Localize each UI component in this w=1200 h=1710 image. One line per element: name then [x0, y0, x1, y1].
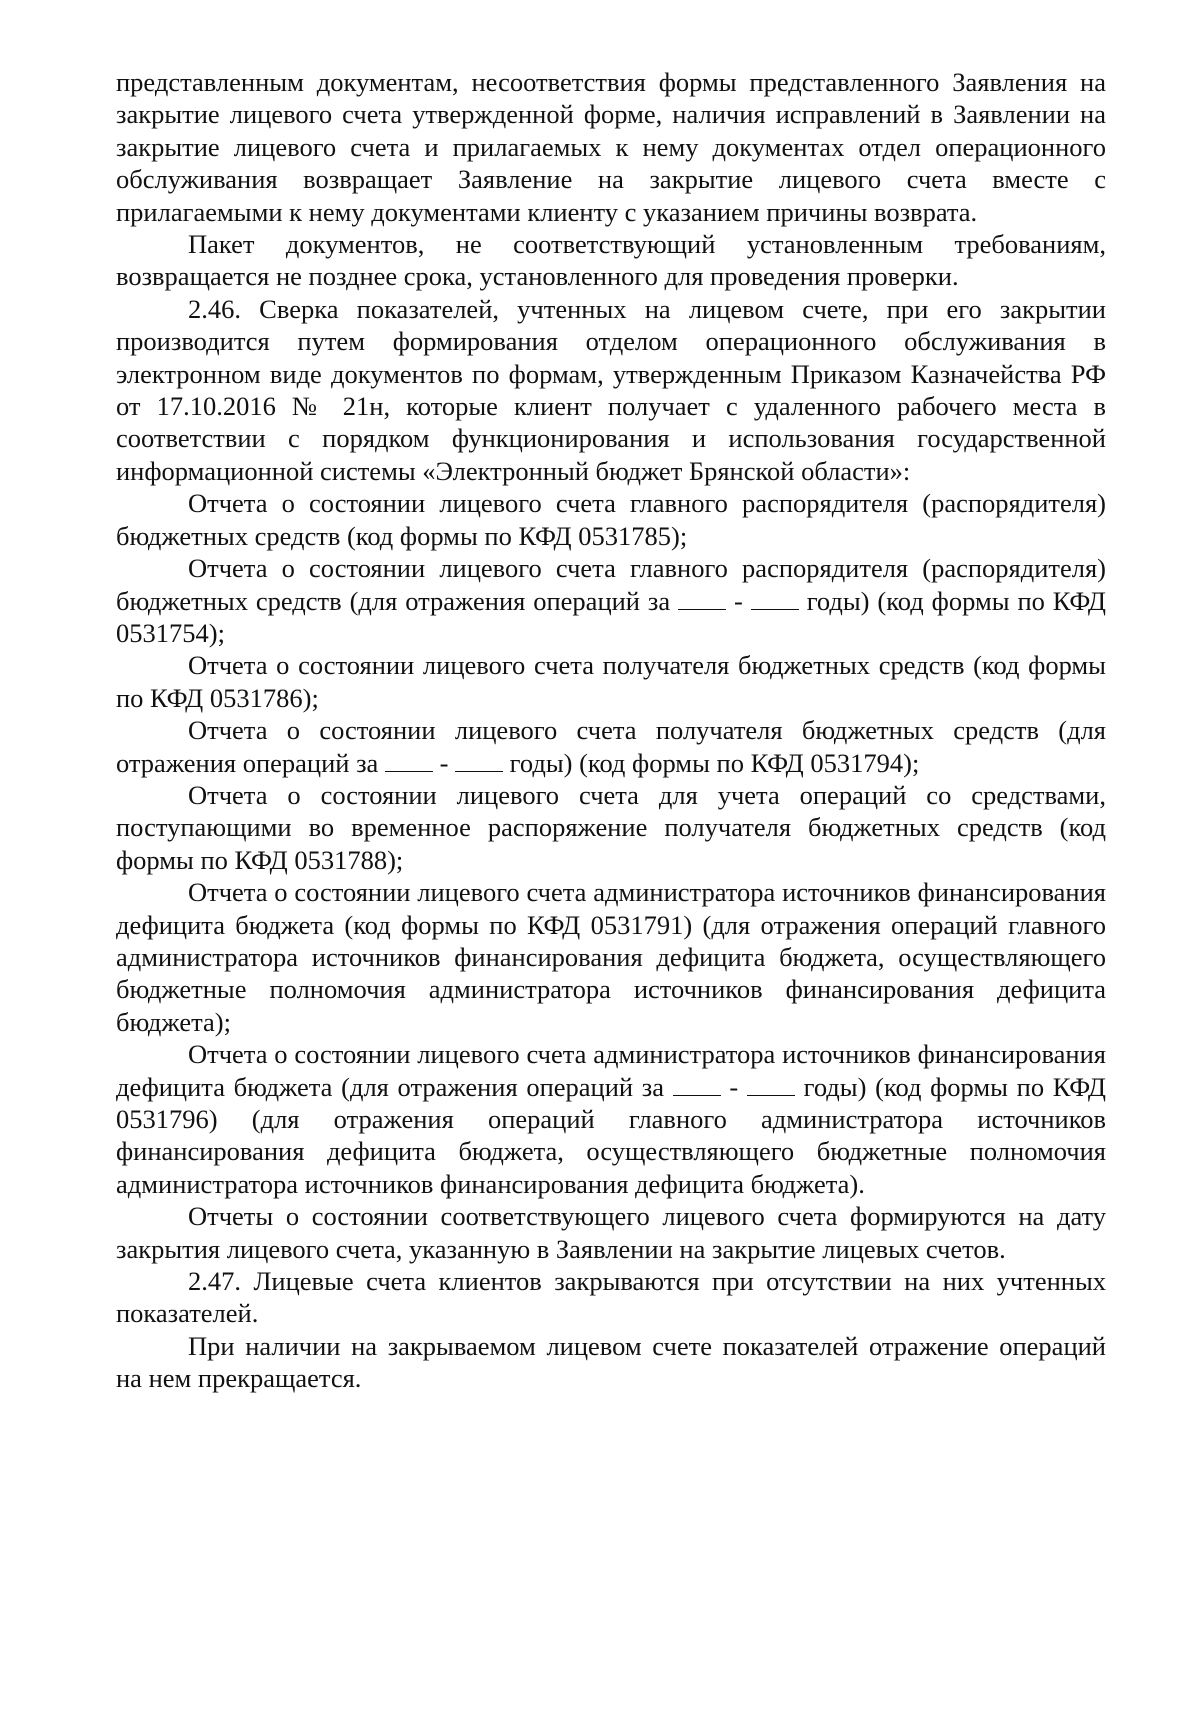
blank-line [673, 1073, 721, 1095]
text-segment: - [432, 747, 456, 778]
text-segment: Отчета о состоянии лицевого счета администратора источников финансирования дефицита бюджета (для отражения операций за [116, 1039, 1106, 1102]
blank-line [678, 587, 726, 609]
text-segment: - [726, 585, 751, 616]
list-item-report-0531794 [116, 714, 1106, 779]
document-page [116, 66, 1106, 1395]
paragraph-2-47: 2.47. Лицевые счета клиентов закрываются при отсутствии на них учтенных показателей. [116, 1266, 1106, 1329]
blank-line [385, 749, 433, 771]
text-segment: Отчета о состоянии лицевого счета главного распорядителя (распорядителя) бюджетных средств (для отражения операций за [116, 553, 1106, 616]
text-segment: годы) (код формы по КФД 0531754); [116, 585, 1106, 648]
text-segment: - [720, 1071, 747, 1102]
paragraph-reports-date: Отчеты о состоянии соответствующего лицевого счета формируются на дату закрытия лицевого счета, указанную в Заявлении на закрытие лицевых счетов. [116, 1201, 1106, 1264]
blank-line [751, 587, 799, 609]
blank-line [455, 749, 503, 771]
paragraph-continuation: представленным документам, несоответствия формы представленного Заявления на закрытие лицевого счета утвержденной форме, наличия исправлений в Заявлении на закрытие лицевого счета и прилагаемых к нему документах отдел операционного обслуживания возвращает Заявление на закрытие лицевого счета вместе с прилагаемыми к нему документами клиенту с указанием причины возврата. [116, 67, 1106, 227]
paragraph-operations-stop: При наличии на закрываемом лицевом счете показателей отражение операций на нем прекращается. [116, 1330, 1106, 1394]
list-item-report-0531786: Отчета о состоянии лицевого счета получателя бюджетных средств (код формы по КФД 0531786); [116, 650, 1106, 713]
paragraph-2-46: 2.46. Сверка показателей, учтенных на лицевом счете, при его закрытии производится путем формирования отделом операционного обслуживания в электронном виде документов по формам, утвержденным Приказом Казначейства РФ от 17.10.2016 № 21н, которые клиент получает с удаленного рабочего места в соответствии с порядком функционирования и использования государственной информационной системы «Электронный бюджет Брянской области»: [116, 293, 1106, 486]
paragraph-return-package: Пакет документов, не соответствующий установленным требованиям, возвращается не позднее срока, установленного для проведения проверки. [116, 229, 1106, 292]
text-segment: годы) (код формы по КФД 0531794); [503, 747, 920, 778]
list-item-report-0531796 [116, 1038, 1106, 1200]
text-segment: Отчета о состоянии лицевого счета получателя бюджетных средств (для отражения операций за [116, 715, 1106, 778]
list-item-report-0531788: Отчета о состоянии лицевого счета для учета операций со средствами, поступающими во временное распоряжение получателя бюджетных средств (код формы по КФД 0531788); [116, 779, 1106, 875]
list-item-report-0531785: Отчета о состоянии лицевого счета главного распорядителя (распорядителя) бюджетных средств (код формы по КФД 0531785); [116, 488, 1106, 551]
text-segment: годы) (код формы по КФД 0531796) (для отражения операций главного администратора источников финансирования дефицита бюджета, осуществляющего бюджетные полномочия администратора источников финансирования дефицита бюджета). [116, 1071, 1106, 1199]
list-item-report-0531754 [116, 552, 1106, 649]
blank-line [747, 1073, 795, 1095]
list-item-report-0531791: Отчета о состоянии лицевого счета администратора источников финансирования дефицита бюджета (код формы по КФД 0531791) (для отражения операций главного администратора источников финансирования дефицита бюджета, осуществляющего бюджетные полномочия администратора источников финансирования дефицита бюджета); [116, 877, 1106, 1037]
